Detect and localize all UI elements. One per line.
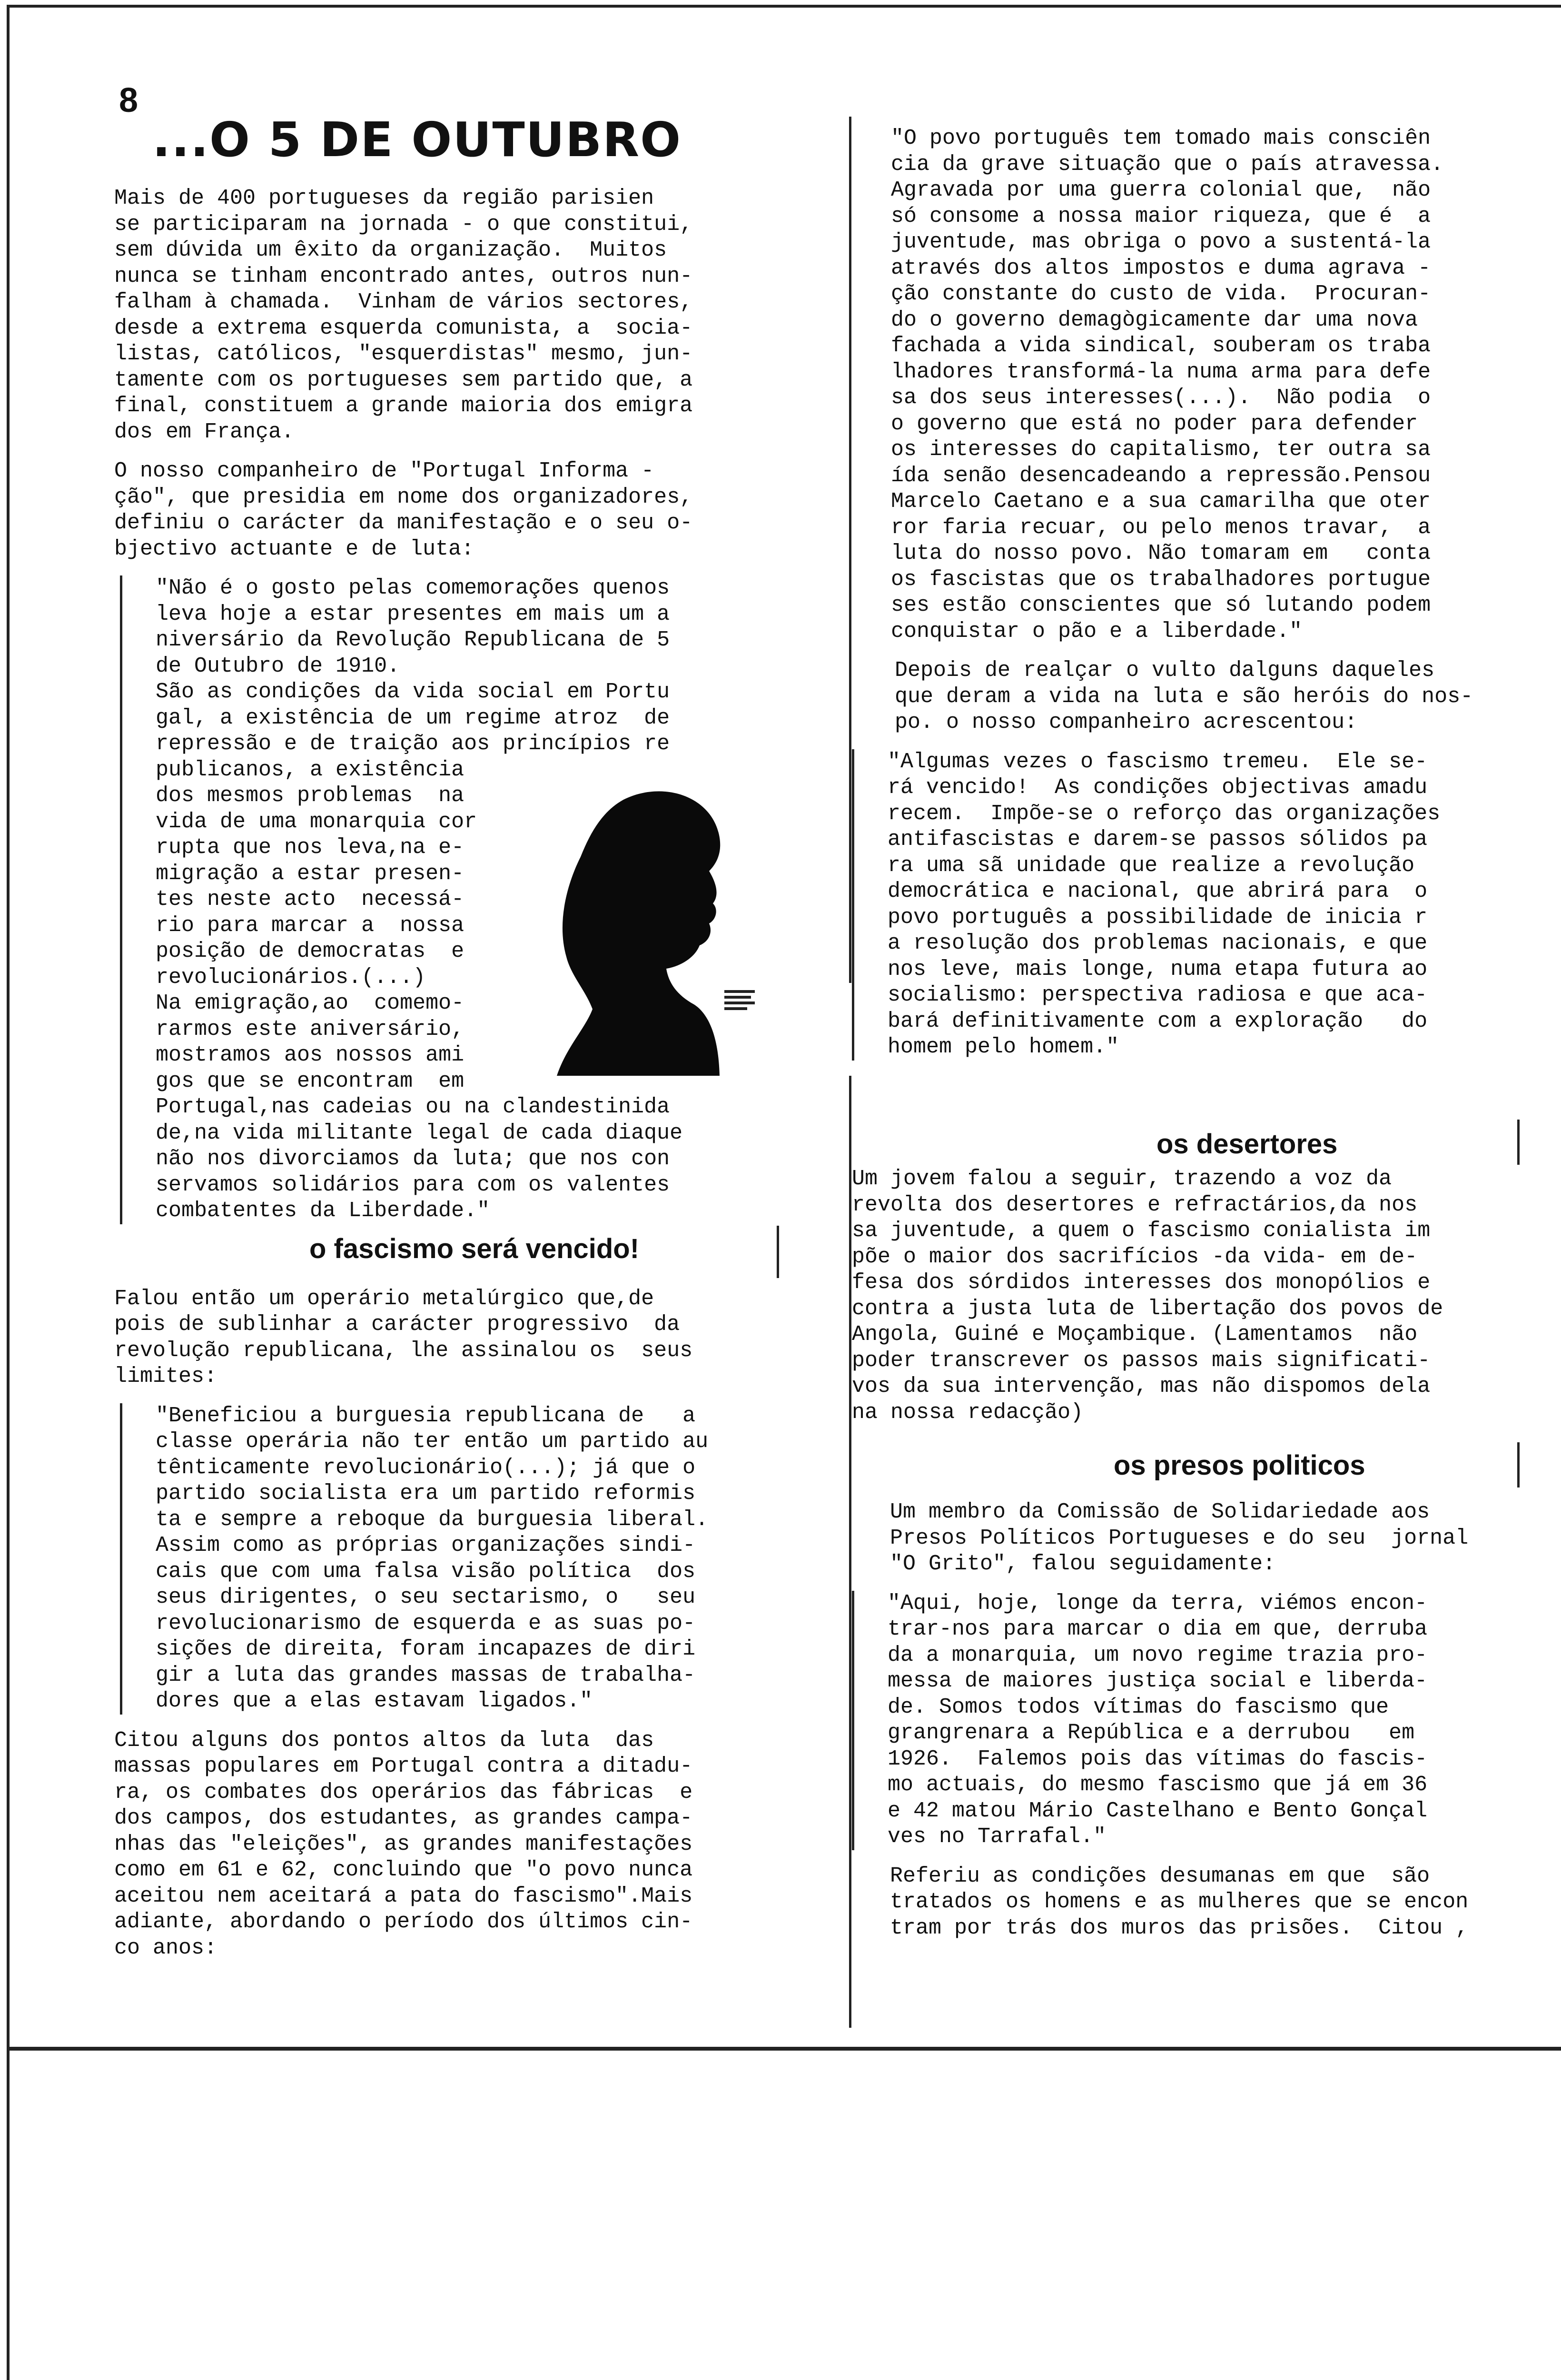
text-line: cais que com uma falsa visão política dos [156, 1559, 696, 1584]
fascism-trembled-quote [852, 749, 1523, 1061]
text-line: revolução republicana, lhe assinalou os seus [114, 1338, 693, 1363]
text-line: gos que se encontram em [156, 1069, 464, 1093]
text-line: tram por trás dos muros das prisões. Citou , [890, 1915, 1469, 1940]
text-line: Depois de realçar o vulto dalguns daqueles [895, 658, 1435, 683]
text-line: co anos: [114, 1935, 217, 1960]
text-line: Na emigração,ao comemo- [156, 991, 464, 1015]
text-line: messa de maiores justiça social e liberda- [888, 1669, 1428, 1693]
text-line: ves no Tarrafal." [888, 1825, 1107, 1849]
text-line: como em 61 e 62, concluindo que "o povo nunca [114, 1858, 693, 1882]
text-line: os fascistas que os trabalhadores portugue [891, 567, 1431, 592]
text-line: socialismo: perspectiva radiosa e que aca- [888, 983, 1428, 1007]
text-line: revolta dos desertores e refractários,da nos [852, 1192, 1418, 1217]
metalworker-quote [120, 1403, 795, 1715]
text-line: antifascistas e darem-se passos sólidos pa [888, 827, 1428, 852]
text-line: migração a estar presen- [156, 861, 464, 886]
prisoners-intro-paragraph [852, 1499, 1523, 1577]
prisoners-block [852, 1499, 1523, 1941]
text-line: tes neste acto necessá- [156, 887, 464, 912]
text-line: que deram a vida na luta e são heróis do nos- [895, 684, 1473, 709]
text-line: através dos altos impostos e duma agrava - [891, 256, 1431, 280]
text-line: Presos Políticos Portugueses e do seu jornal [890, 1526, 1469, 1550]
text-line: e 42 matou Mário Castelhano e Bento Gonçal [888, 1798, 1428, 1823]
text-line: "Não é o gosto pelas comemorações quenos [156, 576, 670, 600]
text-line: nunca se tinham encontrado antes, outros nun- [114, 264, 693, 288]
text-line: Agravada por uma guerra colonial que, não [891, 178, 1431, 202]
text-line: ção", que presidia em nome dos organizadores, [114, 485, 693, 509]
subhead-deserters: os desertores [1156, 1129, 1338, 1160]
text-line: Referiu as condições desumanas em que são [890, 1864, 1430, 1888]
text-line: ra uma sã unidade que realize a revolução [888, 853, 1415, 878]
text-line: juventude, mas obriga o povo a sustentá-la [891, 230, 1431, 254]
text-line: povo português a possibilidade de inicia r [888, 905, 1428, 930]
text-line: a resolução dos problemas nacionais, e que [888, 931, 1428, 955]
text-line: não nos divorciamos da luta; que nos con [156, 1147, 670, 1171]
text-line: sições de direita, foram incapazes de diri [156, 1637, 696, 1661]
text-line: "O povo português tem tomado mais consciên [891, 126, 1431, 150]
struggle-paragraph [114, 1728, 795, 1962]
prisoners-quote [852, 1591, 1523, 1850]
text-line: sa dos seus interesses(...). Não podia o [891, 386, 1431, 410]
text-line: democrática e nacional, que abrirá para o [888, 879, 1428, 903]
text-line: de. Somos todos vítimas do fascismo que [888, 1695, 1389, 1719]
text-line: grangrenara a República e a derrubou em [888, 1721, 1415, 1745]
republic-bust-silhouette-image [552, 781, 761, 1076]
text-line: contra a justa luta de libertação dos povos de [852, 1296, 1443, 1321]
text-line: revolucionários.(...) [156, 965, 426, 990]
text-line: conquistar o pão e a liberdade." [891, 619, 1303, 644]
text-line: gir a luta das grandes massas de trabalha- [156, 1663, 696, 1687]
text-line: rio para marcar a nossa [156, 913, 464, 938]
text-line: listas, católicos, "esquerdistas" mesmo, jun- [114, 342, 693, 366]
text-line: de Outubro de 1910. [156, 654, 400, 678]
text-line: adiante, abordando o período dos últimos cin- [114, 1910, 693, 1934]
subhead-prisoners-rule [1517, 1442, 1520, 1488]
page-frame-left [7, 5, 10, 2380]
text-line: gal, a existência de um regime atroz de [156, 705, 670, 730]
text-line: nhas das "eleições", as grandes manifestações [114, 1832, 693, 1856]
text-line: mostramos aos nossos ami [156, 1043, 464, 1067]
text-line: fesa dos sórdidos interesses dos monopólios e [852, 1270, 1431, 1295]
text-line: Portugal,nas cadeias ou na clandestinida [156, 1095, 670, 1119]
deserters-paragraph [852, 1166, 1523, 1426]
text-line: seus dirigentes, o seu sectarismo, o seu [156, 1585, 696, 1609]
text-line: Marcelo Caetano e a sua camarilha que oter [891, 489, 1431, 514]
text-line: cia da grave situação que o país atravessa. [891, 152, 1444, 177]
text-line: São as condições da vida social em Portu [156, 680, 670, 704]
subhead-deserters-rule [1517, 1120, 1520, 1165]
text-line: dores que a elas estavam ligados." [156, 1689, 593, 1713]
text-line: Assim como as próprias organizações sindi- [156, 1533, 696, 1557]
text-line: Falou então um operário metalúrgico que,de [114, 1286, 654, 1311]
text-line: mo actuais, do mesmo fascismo que já em 36 [888, 1773, 1428, 1797]
page-frame-top [7, 5, 1561, 8]
text-line: rá vencido! As condições objectivas amadu [888, 775, 1428, 800]
text-line: definiu o carácter da manifestação e o seu o- [114, 511, 693, 535]
text-line: ção constante do custo de vida. Procuran- [891, 282, 1431, 306]
text-line: ta e sempre a reboque da burguesia liberal. [156, 1507, 709, 1532]
text-line: revolucionarismo de esquerda e as suas po- [156, 1611, 696, 1636]
text-line: bará definitivamente com a exploração do [888, 1009, 1428, 1033]
text-line: dos campos, dos estudantes, as grandes campa- [114, 1806, 693, 1830]
text-line: "Aqui, hoje, longe da terra, viémos encon- [888, 1591, 1428, 1616]
text-line: "Beneficiou a burguesia republicana de a [156, 1403, 696, 1428]
text-line: falham à chamada. Vinham de vários sectores, [114, 290, 693, 314]
text-line: do o governo demagògicamente dar uma nova [891, 307, 1418, 332]
conditions-paragraph [852, 1864, 1523, 1942]
heroes-paragraph [852, 658, 1523, 736]
text-line: desde a extrema esquerda comunista, a socia- [114, 316, 693, 340]
column-right [852, 126, 1523, 1061]
page-frame-bottom [7, 2047, 1561, 2051]
text-line: ses estão conscientes que só lutando podem [891, 593, 1431, 617]
text-line: servamos solidários para com os valentes [156, 1172, 670, 1197]
text-line: po. o nosso companheiro acrescentou: [895, 710, 1358, 734]
text-line: nos leve, mais longe, numa etapa futura ao [888, 957, 1428, 982]
text-line: limites: [114, 1364, 217, 1388]
column-divider [849, 117, 851, 983]
text-line: Angola, Guiné e Moçambique. (Lamentamos não [852, 1322, 1418, 1347]
text-line: só consome a nossa maior riqueza, que é a [891, 204, 1431, 228]
column-divider-lower [849, 1076, 851, 2028]
text-line: posição de democratas e [156, 939, 464, 963]
text-line: vida de uma monarquia cor [156, 809, 477, 834]
text-line: se participaram na jornada - o que constitui, [114, 212, 693, 237]
text-line: O nosso companheiro de "Portugal Informa - [114, 459, 654, 483]
text-line: recem. Impõe-se o reforço das organizações [888, 801, 1441, 826]
text-line: massas populares em Portugal contra a ditadu- [114, 1754, 693, 1778]
text-line: Um jovem falou a seguir, trazendo a voz da [852, 1167, 1392, 1191]
text-line: sa juventude, a quem o fascismo conialista im [852, 1219, 1431, 1243]
intro-paragraph [114, 186, 795, 445]
text-line: bjectivo actuante e de luta: [114, 536, 474, 561]
text-line: de,na vida militante legal de cada diaque [156, 1121, 683, 1145]
text-line: rarmos este aniversário, [156, 1017, 464, 1041]
text-line: ra, os combates dos operários das fábricas e [114, 1780, 693, 1805]
text-line: Um membro da Comissão de Solidariedade aos [890, 1500, 1430, 1524]
text-line: Citou alguns dos pontos altos da luta das [114, 1728, 654, 1753]
text-line: põe o maior dos sacrifícios -da vida- em de- [852, 1244, 1418, 1269]
text-line: leva hoje a estar presentes em mais um a [156, 602, 670, 626]
text-line: dos em França. [114, 419, 295, 444]
subhead-fascism-defeated: o fascismo será vencido! [309, 1233, 640, 1264]
text-line: da a monarquia, um novo regime trazia pro- [888, 1643, 1428, 1667]
povo-quote [858, 126, 1523, 645]
text-line: vos da sua intervenção, mas não dispomos dela [852, 1374, 1431, 1398]
text-line: o governo que está no poder para defender [891, 411, 1418, 436]
page-number: 8 [119, 81, 138, 119]
metalworker-paragraph [114, 1286, 795, 1390]
text-line: na nossa redacção) [852, 1400, 1084, 1425]
text-line: ída senão desencadeando a repressão.Pensou [891, 463, 1431, 488]
text-line: sem dúvida um êxito da organização. Muitos [114, 238, 667, 262]
text-line: ror faria recuar, ou pelo menos travar, a [891, 515, 1431, 540]
text-line: lhadores transformá-la numa arma para defe [891, 359, 1431, 384]
president-paragraph [114, 458, 795, 562]
text-line: os interesses do capitalismo, ter outra sa [891, 437, 1431, 462]
text-line: 1926. Falemos pois das vítimas do fascis- [888, 1746, 1428, 1771]
text-line: aceitou nem aceitará a pata do fascismo".Mais [114, 1884, 693, 1908]
text-line: partido socialista era um partido reformis [156, 1481, 696, 1506]
text-line: dos mesmos problemas na [156, 783, 464, 808]
subhead-political-prisoners: os presos politicos [1114, 1450, 1365, 1481]
text-line: tamente com os portugueses sem partido que, a [114, 367, 693, 392]
text-line: final, constituem a grande maioria dos emigra [114, 394, 693, 418]
text-line: pois de sublinhar a carácter progressivo da [114, 1312, 680, 1337]
text-line: poder transcrever os passos mais significati- [852, 1348, 1431, 1373]
article-title: ...O 5 DE OUTUBRO [152, 112, 682, 168]
text-line: combatentes da Liberdade." [156, 1199, 490, 1223]
text-line: tênticamente revolucionário(...); já que o [156, 1455, 696, 1480]
subhead-rule [777, 1226, 779, 1278]
text-line: classe operária não ter então um partido au [156, 1429, 709, 1454]
text-line: homem pelo homem." [888, 1035, 1119, 1059]
text-line: Mais de 400 portugueses da região parisien [114, 186, 654, 210]
text-line: luta do nosso povo. Não tomaram em conta [891, 541, 1431, 565]
text-line: "Algumas vezes o fascismo tremeu. Ele se- [888, 749, 1428, 774]
text-line: rupta que nos leva,na e- [156, 835, 464, 860]
text-line: niversário da Revolução Republicana de 5 [156, 628, 670, 652]
text-line: fachada a vida sindical, souberam os traba [891, 334, 1431, 358]
text-line: trar-nos para marcar o dia em que, derruba [888, 1617, 1428, 1641]
text-line: repressão e de traição aos princípios re [156, 732, 670, 756]
deserters-block [852, 1166, 1523, 1426]
text-line: tratados os homens e as mulheres que se encon [890, 1890, 1469, 1914]
text-line: publicanos, a existência [156, 757, 464, 782]
text-line: "O Grito", falou seguidamente: [890, 1552, 1276, 1576]
